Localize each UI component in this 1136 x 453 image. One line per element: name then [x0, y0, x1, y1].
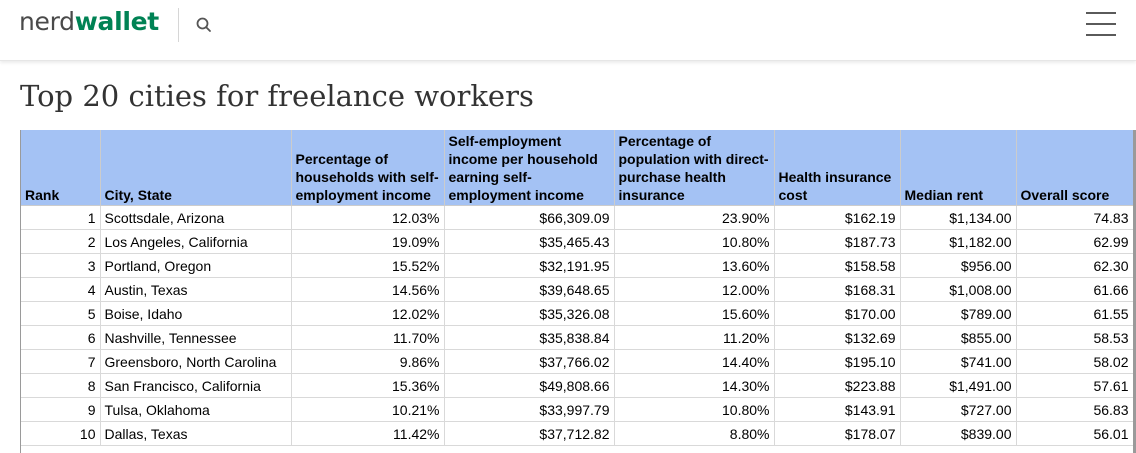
col-header-rank: Rank [21, 130, 100, 206]
cell-city: Los Angeles, California [100, 230, 291, 254]
cell-city: Austin, Texas [100, 278, 291, 302]
col-header-city: City, State [100, 130, 291, 206]
cell-city: Greensboro, North Carolina [100, 350, 291, 374]
cell-self-employment-income: $35,465.43 [444, 230, 614, 254]
cell-insurance-cost: $158.58 [774, 254, 900, 278]
cell-self-employment-income: $39,648.65 [444, 278, 614, 302]
cell-median-rent: $1,134.00 [900, 206, 1016, 230]
cell-overall-score: 74.83 [1016, 206, 1133, 230]
nerdwallet-logo[interactable] [19, 4, 159, 40]
cell-households-pct: 11.42% [291, 422, 444, 446]
cell-insurance-cost: $178.07 [774, 422, 900, 446]
cell-overall-score: 56.01 [1016, 422, 1133, 446]
cell-households-pct: 14.56% [291, 278, 444, 302]
cell-insurance-cost: $223.88 [774, 374, 900, 398]
cell-city: Tulsa, Oklahoma [100, 398, 291, 422]
table-row [21, 206, 1133, 230]
cell-overall-score: 61.66 [1016, 278, 1133, 302]
col-header-self-employment-income: Self-employment income per household earning self-employment income [444, 130, 614, 206]
cell-households-pct: 10.21% [291, 398, 444, 422]
cell-direct-purchase-pct: 23.90% [614, 206, 774, 230]
hamburger-menu-icon[interactable] [1086, 10, 1116, 38]
cell-self-employment-income: $66,309.09 [444, 206, 614, 230]
cell-city: Boise, Idaho [100, 302, 291, 326]
table-row [21, 326, 1133, 350]
cell-rank: 10 [21, 422, 100, 446]
logo-text-nerd: nerd [19, 7, 75, 36]
cell-self-employment-income: $37,712.82 [444, 422, 614, 446]
cell-median-rent: $789.00 [900, 302, 1016, 326]
cell-overall-score: 61.55 [1016, 302, 1133, 326]
cell-overall-score: 56.83 [1016, 398, 1133, 422]
cell-direct-purchase-pct: 14.40% [614, 350, 774, 374]
col-header-insurance-cost: Health insurance cost [774, 130, 900, 206]
cell-direct-purchase-pct: 11.20% [614, 326, 774, 350]
table-row [21, 254, 1133, 278]
cell-self-employment-income: $49,808.66 [444, 374, 614, 398]
cell-direct-purchase-pct: 14.30% [614, 374, 774, 398]
cell-rank: 8 [21, 374, 100, 398]
cell-city: San Francisco, California [100, 374, 291, 398]
cell-direct-purchase-pct: 13.60% [614, 254, 774, 278]
col-header-median-rent: Median rent [900, 130, 1016, 206]
cell-rank: 1 [21, 206, 100, 230]
cell-self-employment-income: $32,191.95 [444, 254, 614, 278]
cell-median-rent: $855.00 [900, 326, 1016, 350]
header-divider [178, 8, 179, 42]
cell-city: Dallas, Texas [100, 422, 291, 446]
col-header-direct-purchase-pct: Percentage of population with direct-purchase health insurance [614, 130, 774, 206]
cell-median-rent: $1,008.00 [900, 278, 1016, 302]
cell-households-pct: 15.36% [291, 374, 444, 398]
table-row [21, 374, 1133, 398]
cell-overall-score: 62.99 [1016, 230, 1133, 254]
site-header [0, 0, 1136, 61]
cell-rank: 2 [21, 230, 100, 254]
table-row [21, 278, 1133, 302]
cell-overall-score: 57.61 [1016, 374, 1133, 398]
cell-households-pct: 19.09% [291, 230, 444, 254]
col-header-households-pct: Percentage of households with self-employment income [291, 130, 444, 206]
search-icon[interactable] [195, 16, 213, 34]
table-row [21, 230, 1133, 254]
cell-direct-purchase-pct: 8.80% [614, 422, 774, 446]
cell-direct-purchase-pct: 15.60% [614, 302, 774, 326]
cell-self-employment-income: $35,326.08 [444, 302, 614, 326]
cell-city: Scottsdale, Arizona [100, 206, 291, 230]
cell-direct-purchase-pct: 10.80% [614, 398, 774, 422]
cell-insurance-cost: $170.00 [774, 302, 900, 326]
page-title: Top 20 cities for freelance workers [20, 79, 534, 113]
cell-rank: 9 [21, 398, 100, 422]
cell-insurance-cost: $168.31 [774, 278, 900, 302]
cell-insurance-cost: $195.10 [774, 350, 900, 374]
cell-insurance-cost: $132.69 [774, 326, 900, 350]
cell-rank: 5 [21, 302, 100, 326]
cell-households-pct: 11.70% [291, 326, 444, 350]
cell-insurance-cost: $187.73 [774, 230, 900, 254]
table-header-row [21, 130, 1133, 206]
cell-overall-score: 62.30 [1016, 254, 1133, 278]
cell-median-rent: $1,182.00 [900, 230, 1016, 254]
cell-self-employment-income: $33,997.79 [444, 398, 614, 422]
cell-city: Portland, Oregon [100, 254, 291, 278]
logo-text-wallet: wallet [74, 7, 159, 36]
cell-median-rent: $839.00 [900, 422, 1016, 446]
cell-median-rent: $727.00 [900, 398, 1016, 422]
cell-households-pct: 9.86% [291, 350, 444, 374]
cell-city: Nashville, Tennessee [100, 326, 291, 350]
cell-direct-purchase-pct: 12.00% [614, 278, 774, 302]
cell-median-rent: $956.00 [900, 254, 1016, 278]
cell-median-rent: $1,491.00 [900, 374, 1016, 398]
cell-self-employment-income: $35,838.84 [444, 326, 614, 350]
cell-overall-score: 58.53 [1016, 326, 1133, 350]
table-row [21, 302, 1133, 326]
cell-rank: 4 [21, 278, 100, 302]
cell-self-employment-income: $37,766.02 [444, 350, 614, 374]
cell-households-pct: 12.03% [291, 206, 444, 230]
table-row [21, 398, 1133, 422]
col-header-overall-score: Overall score [1016, 130, 1133, 206]
cell-overall-score: 58.02 [1016, 350, 1133, 374]
cities-table-container [20, 130, 1136, 453]
table-row [21, 350, 1133, 374]
cell-rank: 7 [21, 350, 100, 374]
cell-rank: 6 [21, 326, 100, 350]
cell-households-pct: 12.02% [291, 302, 444, 326]
cell-direct-purchase-pct: 10.80% [614, 230, 774, 254]
table-row [21, 422, 1133, 446]
table-body [21, 206, 1133, 446]
cell-households-pct: 15.52% [291, 254, 444, 278]
cell-insurance-cost: $162.19 [774, 206, 900, 230]
cities-table [21, 130, 1134, 446]
cell-insurance-cost: $143.91 [774, 398, 900, 422]
cell-rank: 3 [21, 254, 100, 278]
cell-median-rent: $741.00 [900, 350, 1016, 374]
